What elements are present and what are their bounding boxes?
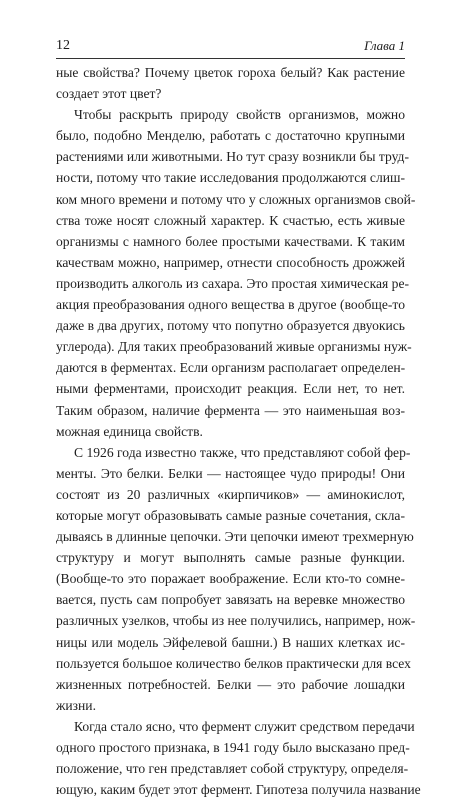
header-rule xyxy=(56,58,405,59)
text-line: жизни. xyxy=(56,697,96,713)
text-line: ства тоже носят сложный характер. К счастью, есть живые xyxy=(56,212,405,228)
text-line: ности, потому что такие исследования продолжаются слиш- xyxy=(56,170,405,186)
text-line: жизненных потребностей. Белки — это рабочие лошадки xyxy=(56,676,405,692)
text-line: растениями или животными. Но тут сразу возникли бы труд- xyxy=(56,149,409,165)
text-line: Таким образом, наличие фермента — это наименьшая воз- xyxy=(56,402,405,418)
text-line: было, подобно Менделю, работать с достаточно крупными xyxy=(56,128,405,144)
text-line: менты. Это белки. Белки — настоящее чудо природы! Они xyxy=(56,465,405,481)
text-line: вается, пусть сам попробует завязать на веревке множество xyxy=(56,592,405,608)
text-line: С 1926 года известно также, что представляют собой фер- xyxy=(74,444,411,460)
text-line: одного простого признака, в 1941 году было высказано пред- xyxy=(56,740,410,755)
text-line: пользуется большое количество белков практически для всех xyxy=(56,655,411,671)
text-line: качествам можно, например, отнести способность дрожжей xyxy=(56,254,405,270)
text-line: которые могут образовывать самые разные сочетания, скла- xyxy=(56,507,405,523)
running-header xyxy=(56,38,405,56)
text-line: ницы или модель Эйфелевой башни.) В наших клетках ис- xyxy=(56,634,405,650)
text-line: углерода). Для таких преобразований живые организмы нуж- xyxy=(56,339,412,355)
text-line: дываясь в длинные цепочки. Эти цепочки имеют трехмерную xyxy=(56,529,414,545)
text-line: положение, что ген представляет собой структуру, определя- xyxy=(56,761,409,777)
text-line: различных узелков, чтобы из нее получились, например, нож- xyxy=(56,613,416,629)
text-line: даются в ферментах. Если организм располагает определен- xyxy=(56,360,406,376)
text-line: можная единица свойств. xyxy=(56,423,203,439)
text-line: создает этот цвет? xyxy=(56,86,162,102)
text-line: ные свойства? Почему цветок гороха белый? Как растение xyxy=(56,65,405,80)
text-line: структуру и могут выполнять самые разные функции. xyxy=(56,550,405,566)
text-line: производить алкоголь из сахара. Это простая химическая ре- xyxy=(56,275,410,291)
chapter-title: Глава 1 xyxy=(364,38,405,53)
text-line: ными ферментами, происходит реакция. Если нет, то нет. xyxy=(56,381,405,397)
text-line: ком много времени и потому что у сложных организмов свой- xyxy=(56,191,416,207)
page-number: 12 xyxy=(56,38,70,53)
text-line: даже в два других, потому что попутно образуется двуокись xyxy=(56,318,405,334)
text-line: состоят из 20 различных «кирпичиков» — аминокислот, xyxy=(56,486,405,502)
text-line: Когда стало ясно, что фермент служит средством передачи xyxy=(74,718,415,734)
body-text xyxy=(56,62,421,800)
text-line: акция преобразования одного вещества в другое (вообще-то xyxy=(56,297,405,313)
text-line: (Вообще-то это поражает воображение. Если кто-то сомне- xyxy=(56,571,405,587)
text-line: Чтобы раскрыть природу свойств организмов, можно xyxy=(74,107,405,123)
text-line: организмы с намного более простыми качествами. К таким xyxy=(56,233,405,249)
text-line: ющую, каким будет этот фермент. Гипотеза получила название xyxy=(56,782,421,798)
